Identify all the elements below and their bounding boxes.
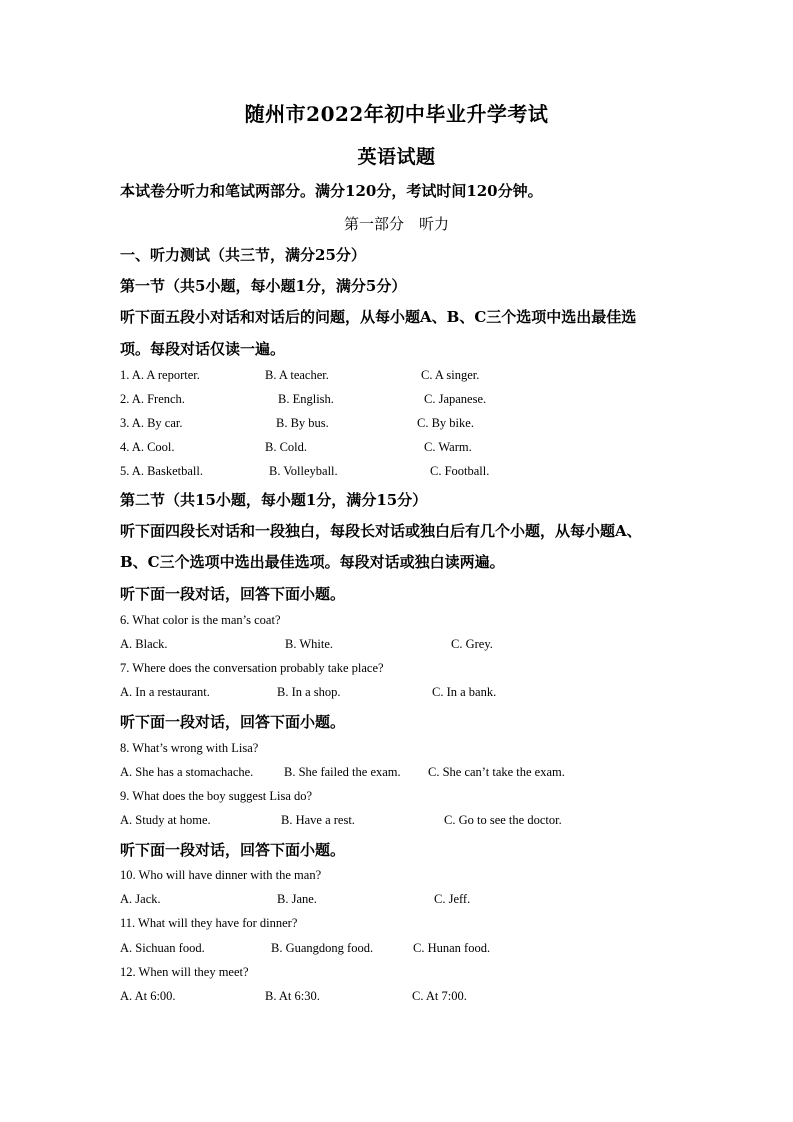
q4-option-b: B. Cold. bbox=[265, 440, 308, 454]
q11-option-a: A. Sichuan food. bbox=[120, 941, 205, 955]
q11-option-c: C. Hunan food. bbox=[413, 941, 491, 955]
q6-option-b: B. White. bbox=[285, 637, 334, 651]
q2-option-b: B. English. bbox=[278, 392, 334, 406]
q3-option-b: B. By bus. bbox=[276, 416, 329, 430]
q9-option-c: C. Go to see the doctor. bbox=[444, 813, 562, 827]
question-9: 9. What does the boy suggest Lisa do? bbox=[120, 789, 313, 803]
question-6: 6. What color is the man’s coat? bbox=[120, 613, 281, 627]
q2-option-a: 2. A. French. bbox=[120, 392, 185, 406]
q12-option-a: A. At 6:00. bbox=[120, 989, 176, 1003]
q7-option-a: A. In a restaurant. bbox=[120, 685, 210, 699]
sec2-instruction-2: B、C三个选项中选出最佳选项。每段对话或独白读两遍。 bbox=[120, 553, 505, 571]
q3-option-a: 3. A. By car. bbox=[120, 416, 183, 430]
dialog-prompt-2: 听下面一段对话，回答下面小题。 bbox=[120, 713, 346, 731]
exam-intro: 本试卷分听力和笔试两部分。满分120分，考试时间120分钟。 bbox=[120, 182, 543, 200]
q5-option-c: C. Football. bbox=[430, 464, 490, 478]
exam-title: 随州市2022年初中毕业升学考试 bbox=[244, 102, 549, 126]
q8-option-b: B. She failed the exam. bbox=[284, 765, 401, 779]
q6-option-c: C. Grey. bbox=[451, 637, 493, 651]
q8-option-c: C. She can’t take the exam. bbox=[428, 765, 565, 779]
q9-option-a: A. Study at home. bbox=[120, 813, 211, 827]
q4-option-c: C. Warm. bbox=[424, 440, 472, 454]
q9-option-b: B. Have a rest. bbox=[281, 813, 355, 827]
q11-option-b: B. Guangdong food. bbox=[271, 941, 374, 955]
q12-option-c: C. At 7:00. bbox=[412, 989, 467, 1003]
q10-option-a: A. Jack. bbox=[120, 892, 161, 906]
q1-option-b: B. A teacher. bbox=[265, 368, 329, 382]
q10-option-b: B. Jane. bbox=[277, 892, 317, 906]
part-title: 第一部分 听力 bbox=[343, 215, 449, 233]
q4-option-a: 4. A. Cool. bbox=[120, 440, 175, 454]
question-12: 12. When will they meet? bbox=[120, 965, 249, 979]
q8-option-a: A. She has a stomachache. bbox=[120, 765, 254, 779]
q5-option-a: 5. A. Basketball. bbox=[120, 464, 203, 478]
q6-option-a: A. Black. bbox=[120, 637, 168, 651]
sec1-heading: 第一节（共5小题，每小题1分，满分5分） bbox=[120, 277, 407, 295]
q3-option-c: C. By bike. bbox=[417, 416, 474, 430]
sec1-instruction-2: 项。每段对话仅读一遍。 bbox=[120, 340, 286, 358]
sec2-heading: 第二节（共15小题，每小题1分，满分15分） bbox=[120, 491, 428, 509]
q7-option-b: B. In a shop. bbox=[277, 685, 341, 699]
q5-option-b: B. Volleyball. bbox=[269, 464, 338, 478]
dialog-prompt-1: 听下面一段对话，回答下面小题。 bbox=[120, 585, 346, 603]
q1-option-a: 1. A. A reporter. bbox=[120, 368, 200, 382]
exam-subtitle: 英语试题 bbox=[357, 146, 436, 168]
sec1-instruction-1: 听下面五段小对话和对话后的问题，从每小题A、B、C三个选项中选出最佳选 bbox=[120, 308, 637, 326]
section-heading: 一、听力测试（共三节，满分25分） bbox=[120, 246, 366, 264]
sec2-instruction-1: 听下面四段长对话和一段独白，每段长对话或独白后有几个小题，从每小题A、 bbox=[120, 522, 642, 540]
q2-option-c: C. Japanese. bbox=[424, 392, 487, 406]
q10-option-c: C. Jeff. bbox=[434, 892, 471, 906]
question-10: 10. Who will have dinner with the man? bbox=[120, 868, 322, 882]
question-7: 7. Where does the conversation probably take place? bbox=[120, 661, 384, 675]
q1-option-c: C. A singer. bbox=[421, 368, 480, 382]
q12-option-b: B. At 6:30. bbox=[265, 989, 320, 1003]
question-11: 11. What will they have for dinner? bbox=[120, 916, 298, 930]
dialog-prompt-3: 听下面一段对话，回答下面小题。 bbox=[120, 841, 346, 859]
question-8: 8. What’s wrong with Lisa? bbox=[120, 741, 259, 755]
q7-option-c: C. In a bank. bbox=[432, 685, 497, 699]
